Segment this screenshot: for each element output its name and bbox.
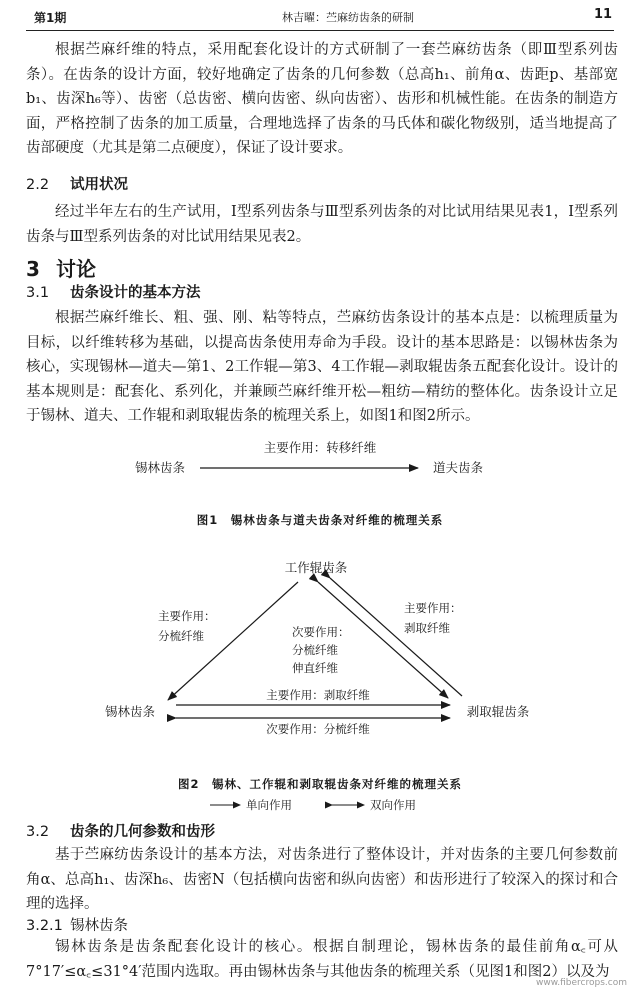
issue-label: 第1期 xyxy=(34,11,67,25)
figure-2-node-stripper: 剥取辊齿条 xyxy=(466,704,530,719)
figure-2-legend xyxy=(0,794,640,816)
intro-paragraph: 根据苎麻纤维的特点，采用配套化设计的方式研制了一套苎麻纺齿条（即Ⅲ型系列齿条）。在齿条的设计方面，较好地确定了齿条的几何参数（总高h₁、前角α、齿距p、基部宽b₁、齿深h₆等）、齿密（总齿密、横向齿密、纵向齿密）、齿形和机械性能。在齿条的制造方面，严格控制了齿条的加工质量，合理地选择了齿条的马氏体和碳化物级别，适当地提高了齿部硬度（尤其是第二点硬度），保证了设计要求。 xyxy=(26,42,618,156)
header-rule xyxy=(26,30,614,31)
section-3-1-title: 齿条设计的基本方法 xyxy=(70,285,201,301)
section-3-2-1-heading xyxy=(26,914,618,935)
section-2-2-paragraph: 经过半年左右的生产试用，Ⅰ型系列齿条与Ⅲ型系列齿条的对比试用结果见表1，Ⅰ型系列齿条与Ⅲ型系列齿条的对比试用结果见表2。 xyxy=(26,204,618,245)
section-3-2-1-title: 锡林齿条 xyxy=(70,918,128,934)
figure-2-node-cylinder: 锡林齿条 xyxy=(104,704,156,719)
section-3-1 xyxy=(26,281,618,429)
page-number: 11 xyxy=(594,7,613,22)
section-3-2-paragraph: 基于苎麻纺齿条设计的基本方法，对齿条进行了整体设计，并对齿条的主要几何参数前角α、总高h₁、齿深h₆、齿密N（包括横向齿密和纵向齿密）和齿形进行了较深入的探讨和合理的选择。 xyxy=(26,847,618,912)
section-3-2 xyxy=(26,820,618,917)
figure-2-caption: 图2 锡林、工作辊和剥取辊齿条对纤维的梳理关系 xyxy=(178,777,462,791)
figure-2-bottom-upper-label: 主要作用：剥取纤维 xyxy=(266,688,370,702)
figure-1-node-doffer: 道夫齿条 xyxy=(432,460,484,475)
figure-2-center-label-2: 分梳纤维 xyxy=(292,643,338,657)
section-2-2-heading xyxy=(26,173,618,194)
figure-2-left-label-1: 主要作用： xyxy=(158,609,216,623)
figure-2-right-label-1: 主要作用： xyxy=(404,601,462,615)
figure-2-right-label-2: 剥取纤维 xyxy=(404,621,450,635)
figure-2-center-label-1: 次要作用： xyxy=(292,625,350,639)
watermark: www.fibercrops.com xyxy=(536,978,627,988)
section-3-number: 3 xyxy=(26,257,40,281)
section-3-1-number: 3.1 xyxy=(26,285,50,301)
figure-2-diagram xyxy=(0,548,640,738)
figure-2-edge-worker-stripper-outer xyxy=(330,578,462,696)
running-title: 林吉曜：苎麻纺齿条的研制 xyxy=(282,11,414,24)
figure-2-center-label-3: 伸直纤维 xyxy=(292,661,338,675)
running-header xyxy=(0,0,640,32)
legend-double-label: 双向作用 xyxy=(370,798,416,812)
section-3-2-title: 齿条的几何参数和齿形 xyxy=(70,824,215,840)
figure-1-diagram xyxy=(0,432,640,492)
figure-2-edge-worker-stripper-inner xyxy=(318,582,448,698)
section-3-1-paragraph: 根据苎麻纤维长、粗、强、刚、粘等特点，苎麻纺齿条设计的基本点是：以梳理质量为目标，以纤维转移为基础，以提高齿条使用寿命为手段。设计的基本思路是：以锡林齿条为核心，实现锡林—道夫—第1、2工作辊—第3、4工作辊—剥取辊齿条五配套化设计。设计的基本规则是：配套化、系列化，并兼顾苎麻纤维开松—粗纺—精纺的整体化。齿条设计立足于锡林、道夫、工作辊和剥取辊齿条的梳理关系上，如图1和图2所示。 xyxy=(26,310,618,424)
section-3-2-1-paragraph: 锡林齿条是齿条配套化设计的核心。根据自制理论，锡林齿条的最佳前角α꜀可从7°17′≤α꜀≤31°4′范围内选取。再由锡林齿条与其他齿条的梳理关系（见图1和图2）以及为 xyxy=(26,939,618,980)
figure-2-node-worker: 工作辊齿条 xyxy=(284,560,348,575)
figure-2-bottom-lower-label: 次要作用：分梳纤维 xyxy=(266,722,370,736)
section-3-2-1 xyxy=(26,914,618,984)
figure-1-node-cylinder: 锡林齿条 xyxy=(134,460,186,475)
figure-2-left-label-2: 分梳纤维 xyxy=(158,629,204,643)
legend-single-label: 单向作用 xyxy=(246,798,292,812)
intro-section xyxy=(26,38,618,161)
section-3-2-number: 3.2 xyxy=(26,824,50,840)
figure-1-caption: 图1 锡林齿条与道夫齿条对纤维的梳理关系 xyxy=(196,513,444,527)
section-3-heading xyxy=(26,253,618,282)
section-2-2-number: 2.2 xyxy=(26,177,50,193)
section-3-1-heading xyxy=(26,281,618,302)
section-2-2-title: 试用状况 xyxy=(70,177,128,193)
section-3-2-1-number: 3.2.1 xyxy=(26,918,63,934)
section-3-title: 讨论 xyxy=(56,257,96,281)
figure-1-arrow-label: 主要作用：转移纤维 xyxy=(263,440,377,455)
section-2-2 xyxy=(26,173,618,249)
section-3-2-heading xyxy=(26,820,618,841)
